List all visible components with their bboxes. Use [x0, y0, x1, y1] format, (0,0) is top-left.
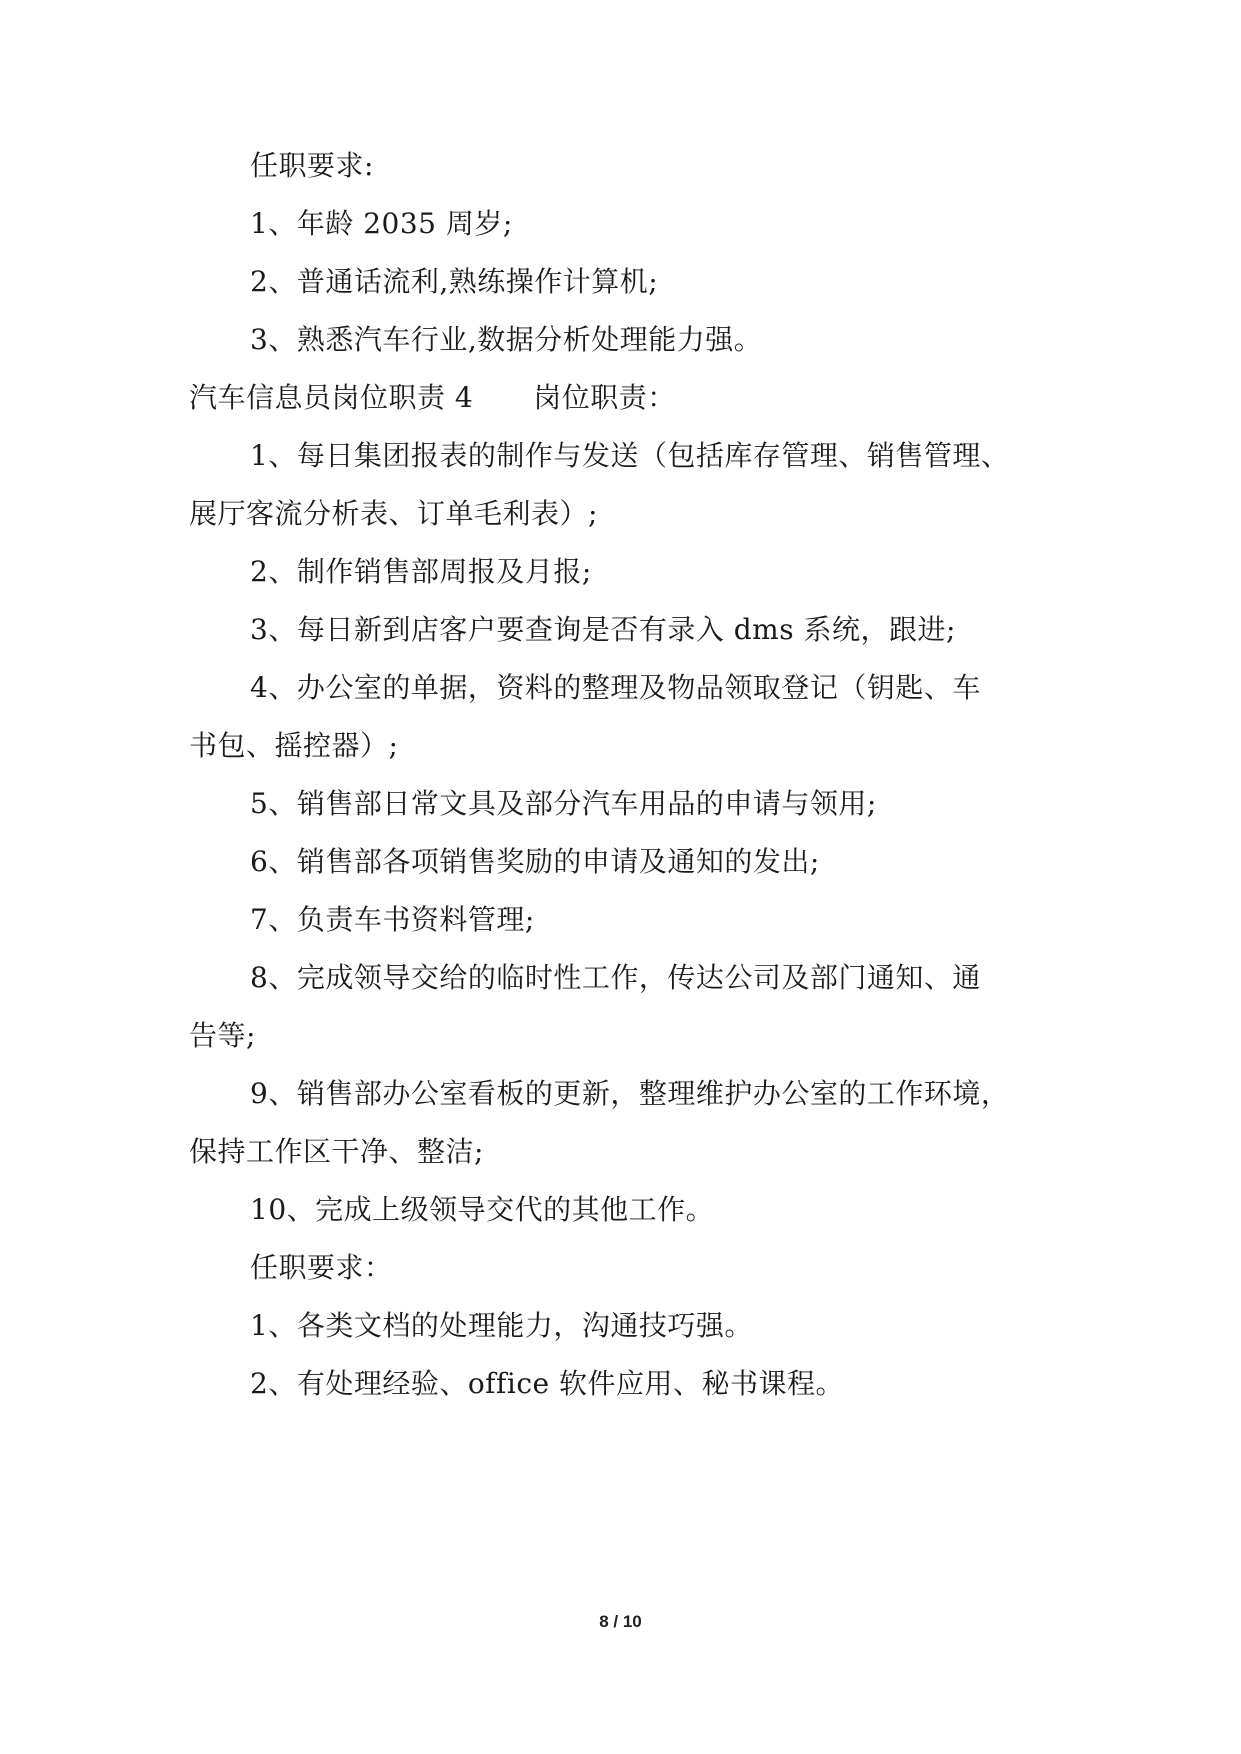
- duty-item: 2、制作销售部周报及月报;: [250, 555, 592, 588]
- duty-item: 8、完成领导交给的临时性工作，传达公司及部门通知、通: [250, 961, 981, 994]
- duty-item: 5、销售部日常文具及部分汽车用品的申请与领用;: [250, 787, 877, 820]
- duty-item-continued: 展厅客流分析表、订单毛利表）;: [189, 497, 598, 530]
- section-title: 汽车信息员岗位职责 4: [189, 381, 474, 414]
- requirement-item: 1、各类文档的处理能力，沟通技巧强。: [250, 1309, 753, 1342]
- duty-item: 6、销售部各项销售奖励的申请及通知的发出;: [250, 845, 820, 878]
- requirement-item: 3、熟悉汽车行业,数据分析处理能力强。: [250, 323, 763, 356]
- duty-item-continued: 告等;: [189, 1019, 256, 1052]
- duty-item-continued: 保持工作区干净、整洁;: [189, 1135, 484, 1168]
- requirements-heading: 任职要求:: [250, 149, 374, 182]
- duty-item: 3、每日新到店客户要查询是否有录入 dms 系统，跟进;: [250, 613, 956, 646]
- duty-item: 1、每日集团报表的制作与发送（包括库存管理、销售管理、: [250, 439, 1010, 472]
- duty-item: 10、完成上级领导交代的其他工作。: [250, 1193, 715, 1226]
- duty-item: 7、负责车书资料管理;: [250, 903, 535, 936]
- page-number: 8 / 10: [599, 1612, 642, 1631]
- requirement-item: 2、有处理经验、office 软件应用、秘书课程。: [250, 1367, 845, 1400]
- duty-item: 4、办公室的单据，资料的整理及物品领取登记（钥匙、车: [250, 671, 981, 704]
- duty-item: 9、销售部办公室看板的更新，整理维护办公室的工作环境，: [250, 1077, 1010, 1110]
- duty-item-continued: 书包、摇控器）;: [189, 729, 399, 762]
- requirements-heading: 任职要求：: [250, 1251, 393, 1284]
- requirement-item: 2、普通话流利,熟练操作计算机;: [250, 265, 659, 298]
- section-subtitle: 岗位职责：: [533, 381, 676, 414]
- requirement-item: 1、年龄 2035 周岁;: [250, 207, 513, 240]
- section-heading: [189, 378, 676, 418]
